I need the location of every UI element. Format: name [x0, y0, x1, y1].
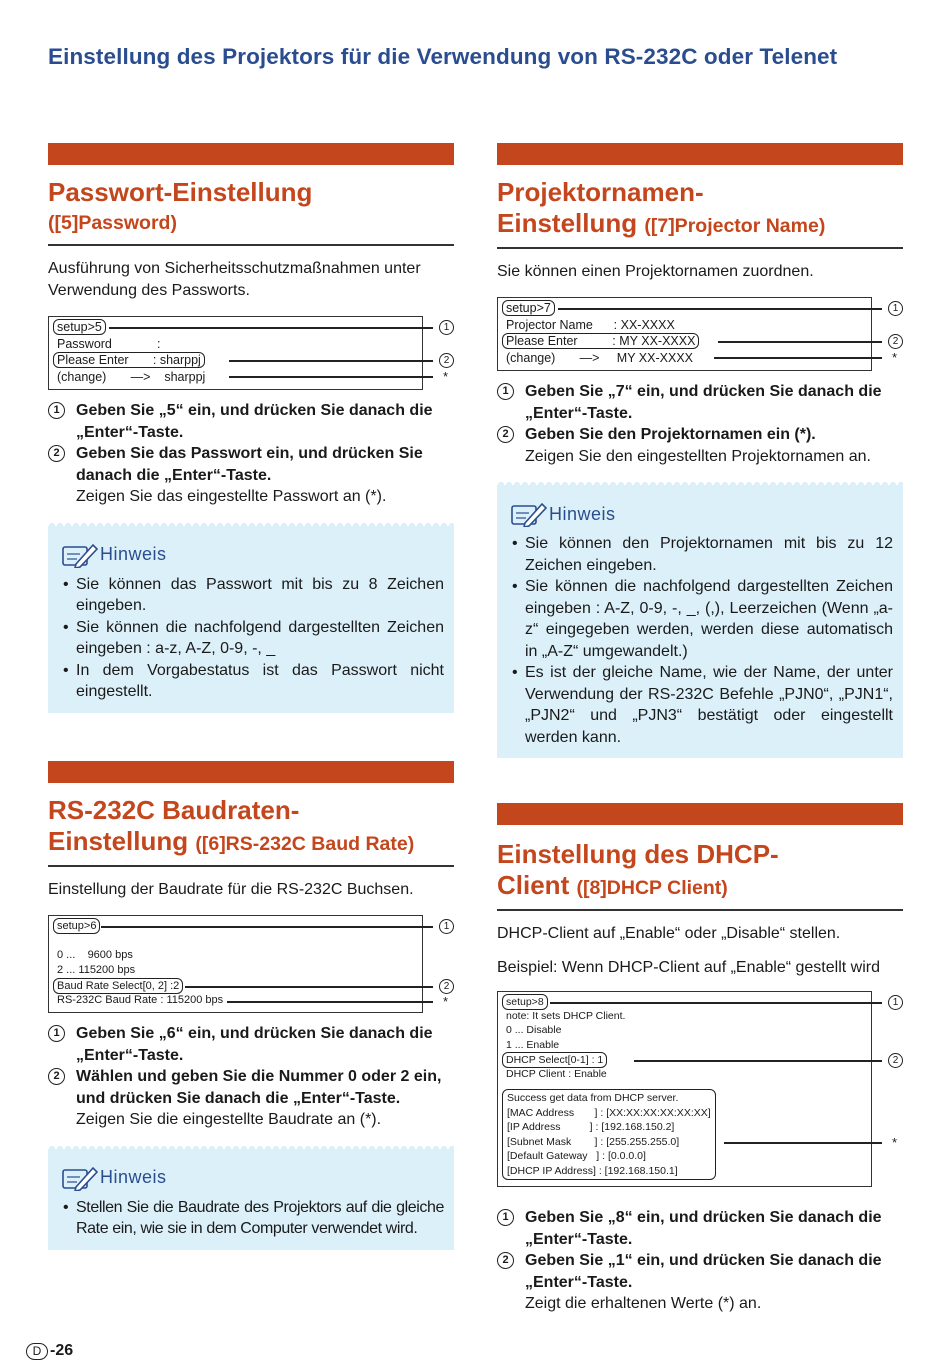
section-title-main: Passwort-Einstellung [48, 177, 313, 207]
section-title-main: RS-232C Baudraten- [48, 795, 300, 825]
terminal-line: [IP Address ] : [192.168.150.2] [507, 1121, 675, 1133]
section-title [497, 839, 903, 904]
section-title-sub: ([8]DHCP Client) [576, 877, 728, 899]
step-bold-text: Geben Sie „8“ ein, und drücken Sie danach die „Enter“-Taste. [525, 1209, 882, 1248]
terminal-line [57, 933, 422, 948]
section-intro: DHCP-Client auf „Enable“ oder „Disable“ stellen. [497, 925, 841, 942]
step-number: 2 [48, 445, 65, 462]
baud-rate-section [48, 761, 454, 1250]
terminal-line: [Subnet Mask ] : [255.255.255.0] [507, 1135, 680, 1148]
section-title-main: Einstellung [497, 208, 638, 238]
step-bold-text: Geben Sie „7“ ein, und drücken Sie danach die „Enter“-Taste. [525, 383, 882, 422]
step-item [497, 424, 903, 467]
terminal-box [48, 316, 450, 390]
section-rule [48, 865, 454, 867]
marker-2: 2 [888, 1053, 903, 1068]
step-item [48, 1066, 454, 1131]
terminal-command: setup>5 [53, 319, 106, 335]
marker-1: 1 [888, 301, 903, 316]
step-item [497, 1207, 903, 1250]
step-text: Zeigen Sie das eingestellte Passwort an (*). [76, 488, 387, 505]
section-title-main: Client [497, 870, 570, 900]
terminal-command: setup>6 [53, 918, 100, 934]
page-title: Einstellung des Projektors für die Verwendung von RS-232C oder Telenet [48, 44, 838, 69]
step-number: 1 [48, 1025, 65, 1042]
marker-star: * [443, 369, 449, 384]
marker-2: 2 [888, 334, 903, 349]
note-pencil-icon [511, 501, 547, 527]
step-item [48, 443, 454, 508]
leader-line [185, 986, 433, 988]
step-number: 2 [497, 1252, 514, 1269]
section-title-main: Einstellung des DHCP- [497, 839, 779, 869]
leader-line [718, 341, 882, 343]
projector-name-section [497, 143, 903, 758]
marker-1: 1 [439, 919, 454, 934]
step-text: Zeigt die erhaltenen Werte (*) an. [525, 1295, 762, 1312]
section-rule [497, 909, 903, 911]
leader-line [714, 357, 882, 359]
note-item: • Sie können die nachfolgend dargestellten Zeichen eingeben : a-z, A-Z, 0-9, -, _ [62, 617, 444, 660]
section-example: Beispiel: Wenn DHCP-Client auf „Enable“ gestellt wird [497, 959, 880, 976]
section-bar [48, 761, 454, 783]
marker-2: 2 [439, 353, 454, 368]
step-bold-text: Wählen und geben Sie die Nummer 0 oder 2 ein, und drücken Sie danach die „Enter“-Taste. [76, 1068, 442, 1107]
note-box [48, 526, 454, 713]
note-label: Hinweis [100, 1167, 167, 1187]
terminal-line: DHCP Client : Enable [506, 1067, 607, 1080]
section-title [48, 795, 454, 860]
section-title-main: Einstellung [48, 826, 189, 856]
step-number: 1 [497, 1209, 514, 1226]
terminal-line: 0 ... 9600 bps [57, 949, 133, 961]
terminal-line: Projector Name : XX-XXXX [506, 317, 675, 332]
leader-line [724, 1142, 882, 1144]
leader-line [227, 1001, 433, 1003]
footer-letter: D [26, 1343, 48, 1360]
leader-line [634, 1060, 882, 1062]
terminal-input-line: Baud Rate Select[0, 2] :2 [53, 978, 183, 994]
step-list [497, 1207, 903, 1315]
step-text: Zeigen Sie den eingestellten Projektornamen an. [525, 447, 871, 465]
step-bold-text: Geben Sie „5“ ein, und drücken Sie danach die „Enter“-Taste. [76, 402, 433, 441]
section-title-sub: ([7]Projector Name) [644, 215, 826, 237]
terminal-line: 2 ... 115200 bps [57, 964, 136, 976]
note-label: Hinweis [549, 503, 616, 524]
section-rule [497, 247, 903, 249]
terminal-line: note: It sets DHCP Client. [506, 1009, 626, 1022]
leader-line [109, 327, 433, 329]
leader-line [550, 1002, 882, 1004]
section-title-sub: ([6]RS-232C Baud Rate) [195, 833, 415, 855]
terminal-line: (change) —> MY XX-XXXX [506, 350, 693, 365]
section-intro: Sie können einen Projektornamen zuordnen. [497, 263, 814, 280]
marker-star: * [443, 994, 449, 1009]
step-bold-text: Geben Sie das Passwort ein, und drücken Sie danach die „Enter“-Taste. [76, 445, 423, 484]
leader-line [558, 308, 882, 310]
section-bar [48, 143, 454, 165]
terminal-line: [Default Gateway ] : [0.0.0.0] [507, 1150, 646, 1162]
terminal-input-line: Please Enter : MY XX-XXXX [502, 333, 699, 349]
note-label: Hinweis [100, 544, 167, 564]
dhcp-result-box [502, 1089, 716, 1180]
step-number: 2 [497, 426, 514, 443]
section-title [48, 177, 454, 239]
note-box [497, 485, 903, 758]
section-title [497, 177, 903, 242]
terminal-line: 1 ... Enable [506, 1038, 560, 1051]
terminal-box [497, 991, 899, 1187]
note-item: • Es ist der gleiche Name, wie der Name, der unter Verwendung der RS-232C Befehle „PJN0“, „PJN1“, „PJN2“ und „PJN3“ bestätigt oder eingestellt werden kann. [511, 662, 893, 748]
step-item [497, 1250, 903, 1315]
section-intro: Ausführung von Sicherheitsschutzmaßnahmen unter Verwendung des Passworts. [48, 260, 421, 299]
step-bold-text: Geben Sie „1“ ein, und drücken Sie danach die „Enter“-Taste. [525, 1252, 882, 1291]
marker-star: * [892, 350, 898, 365]
note-item: • Sie können den Projektornamen mit bis zu 12 Zeichen eingeben. [511, 533, 893, 576]
terminal-input-line: Please Enter : sharppj [53, 352, 205, 368]
page-number: -26 [50, 1342, 74, 1359]
step-number: 2 [48, 1068, 65, 1085]
terminal-input-line: DHCP Select[0-1] : 1 [502, 1052, 607, 1068]
section-title-sub: ([5]Password) [48, 212, 177, 234]
terminal-line: [MAC Address ] : [XX:XX:XX:XX:XX:XX] [507, 1106, 711, 1119]
marker-star: * [892, 1135, 898, 1150]
section-bar [497, 803, 903, 825]
step-number: 1 [48, 402, 65, 419]
note-pencil-icon [62, 1165, 98, 1191]
leader-line [229, 360, 433, 362]
section-title-main: Projektornamen- [497, 177, 704, 207]
note-pencil-icon [62, 542, 98, 568]
terminal-line: Success get data from DHCP server. [507, 1092, 679, 1104]
step-text: Zeigen Sie die eingestellte Baudrate an (*). [76, 1111, 382, 1128]
terminal-line: 0 ... Disable [506, 1024, 562, 1036]
step-item [48, 400, 454, 443]
marker-2: 2 [439, 979, 454, 994]
note-item: • Stellen Sie die Baudrate des Projektors auf die gleiche Rate ein, wie sie in dem Computer verwendet wird. [62, 1197, 444, 1240]
terminal-box [48, 915, 450, 1013]
leader-line [229, 376, 433, 378]
marker-1: 1 [439, 320, 454, 335]
step-bold-text: Geben Sie „6“ ein, und drücken Sie danach die „Enter“-Taste. [76, 1025, 433, 1064]
terminal-line: [DHCP IP Address] : [192.168.150.1] [507, 1164, 678, 1177]
terminal-command: setup>8 [502, 994, 548, 1010]
step-list [48, 400, 454, 508]
note-item: • In dem Vorgabestatus ist das Passwort nicht eingestellt. [62, 660, 444, 703]
dhcp-section [497, 803, 903, 1315]
terminal-line: RS-232C Baud Rate : 115200 bps [57, 994, 224, 1006]
page-footer [26, 1342, 73, 1360]
step-item [497, 381, 903, 424]
leader-line [101, 926, 433, 928]
marker-1: 1 [888, 995, 903, 1010]
note-box [48, 1149, 454, 1250]
terminal-line: Password : [57, 336, 161, 351]
password-section [48, 143, 454, 713]
step-list [48, 1023, 454, 1131]
section-rule [48, 244, 454, 246]
note-item: • Sie können das Passwort mit bis zu 8 Zeichen eingeben. [62, 574, 444, 617]
step-item [48, 1023, 454, 1066]
section-intro: Einstellung der Baudrate für die RS-232C Buchsen. [48, 881, 414, 898]
terminal-box [497, 297, 899, 371]
terminal-command: setup>7 [502, 300, 555, 316]
section-bar [497, 143, 903, 165]
terminal-line: (change) —> sharppj [57, 369, 206, 384]
step-bold-text: Geben Sie den Projektornamen ein (*). [525, 426, 816, 443]
step-number: 1 [497, 383, 514, 400]
step-list [497, 381, 903, 467]
note-item: • Sie können die nachfolgend dargestellten Zeichen eingeben : A-Z, 0-9, -, _, (,), Leerzeichen (Wenn „a-z“ eingegeben werden, werden diese automatisch in „A-Z“ umgewandelt.) [511, 576, 893, 662]
